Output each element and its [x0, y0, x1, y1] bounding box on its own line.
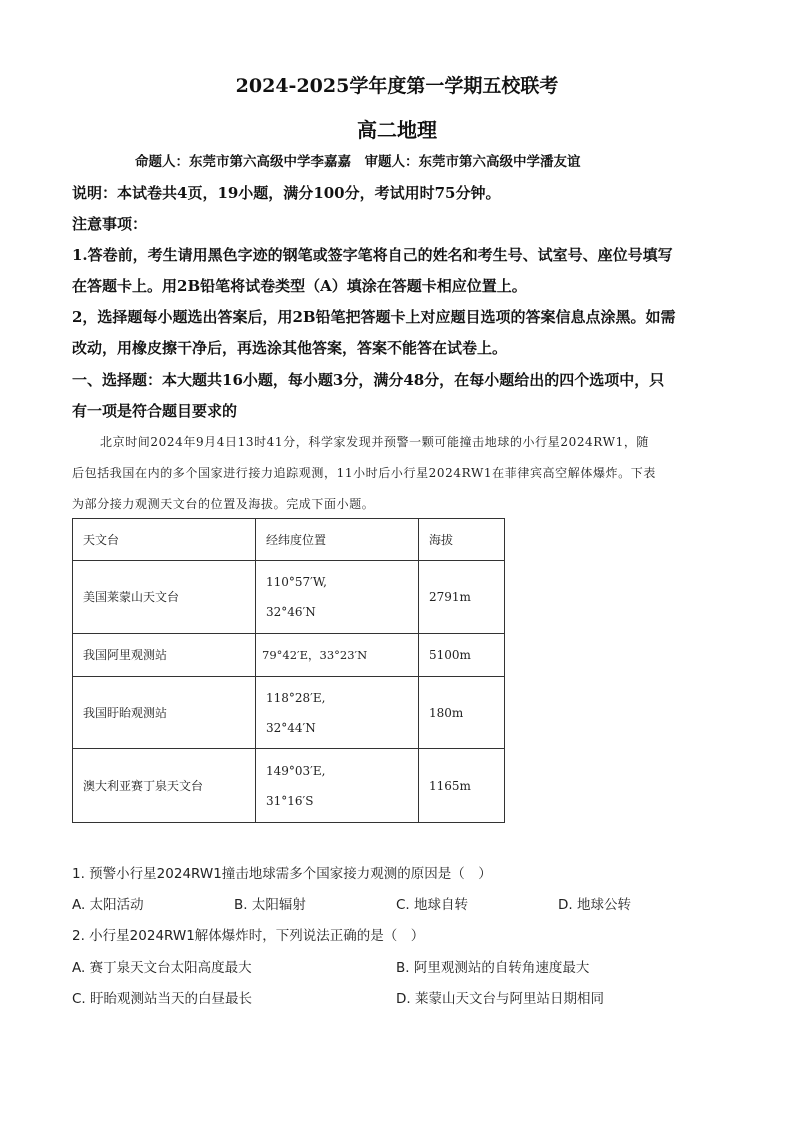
question-2-option-c[interactable]: C. 盱眙观测站当天的白昼最长: [72, 991, 253, 1007]
observatory-name: 美国莱蒙山天文台: [73, 561, 256, 634]
observatory-table: [72, 518, 505, 823]
section-heading-line-1: 一、选择题：本大题共16小题，每小题3分，满分48分，在每小题给出的四个选项中，只: [72, 371, 665, 389]
question-1-option-d[interactable]: D. 地球公转: [558, 897, 631, 913]
exam-authors: 命题人：东莞市第六高级中学李嘉嘉 审题人：东莞市第六高级中学潘友谊: [135, 154, 581, 170]
question-1-option-b[interactable]: B. 太阳辐射: [234, 897, 306, 913]
exam-title: 2024-2025学年度第一学期五校联考: [235, 75, 559, 97]
passage-line-1: 北京时间2024年9月4日13时41分，科学家发现并预警一颗可能撞击地球的小行星2024RW1，随: [100, 435, 650, 449]
observatory-altitude: 2791m: [419, 561, 505, 634]
position-line: 79°42′E，33°23′N: [262, 648, 368, 662]
position-line: 32°46′N: [266, 605, 316, 619]
notice-item-2-line-2: 改动，用橡皮擦干净后，再选涂其他答案，答案不能答在试卷上。: [72, 339, 508, 357]
observatory-position: [256, 677, 419, 749]
exam-description: 说明：本试卷共4页，19小题，满分100分，考试用时75分钟。: [72, 184, 501, 202]
question-1-option-a[interactable]: A. 太阳活动: [72, 897, 144, 913]
observatory-name: 我国阿里观测站: [73, 634, 256, 677]
position-line: 118°28′E,: [266, 690, 326, 705]
observatory-name: 澳大利亚赛丁泉天文台: [73, 749, 256, 823]
passage-line-2: 后包括我国在内的多个国家进行接力追踪观测，11小时后小行星2024RW1在菲律宾高空解体爆炸。下表: [72, 466, 656, 480]
section-heading-line-2: 有一项是符合题目要求的: [72, 402, 238, 420]
question-1-option-c[interactable]: C. 地球自转: [396, 897, 469, 913]
passage-line-3: 为部分接力观测天文台的位置及海拔。完成下面小题。: [72, 497, 375, 511]
observatory-altitude: 1165m: [419, 749, 505, 823]
table-row: [73, 749, 505, 823]
notice-item-2-line-1: 2，选择题每小题选出答案后，用2B铅笔把答题卡上对应题目选项的答案信息点涂黑。如需: [72, 308, 676, 326]
notice-item-1-line-2: 在答题卡上。用2B铅笔将试卷类型（A）填涂在答题卡相应位置上。: [72, 277, 527, 295]
observatory-position: [256, 749, 419, 823]
observatory-altitude: 5100m: [419, 634, 505, 677]
position-line: 110°57′W,: [266, 575, 327, 589]
exam-subject: 高二地理: [357, 118, 437, 142]
question-2-option-a[interactable]: A. 赛丁泉天文台太阳高度最大: [72, 960, 252, 976]
position-line: 149°03′E,: [266, 763, 326, 778]
observatory-name: 我国盱眙观测站: [73, 677, 256, 749]
question-2-option-b[interactable]: B. 阿里观测站的自转角速度最大: [396, 960, 590, 976]
table-row: [73, 677, 505, 749]
table-row: [73, 634, 505, 677]
observatory-altitude: 180m: [419, 677, 505, 749]
table-header-row: [73, 519, 505, 561]
position-line: 32°44′N: [266, 720, 316, 735]
question-2-stem: 2. 小行星2024RW1解体爆炸时，下列说法正确的是（ ）: [72, 928, 425, 944]
notice-item-1-line-1: 1.答卷前，考生请用黑色字迹的钢笔或签字笔将自己的姓名和考生号、试室号、座位号填写: [72, 246, 673, 264]
question-2-option-d[interactable]: D. 莱蒙山天文台与阿里站日期相同: [396, 991, 604, 1007]
header-cell: 天文台: [73, 519, 256, 561]
question-1-stem: 1. 预警小行星2024RW1撞击地球需多个国家接力观测的原因是（ ）: [72, 866, 492, 882]
table-row: [73, 561, 505, 634]
header-cell: 海拔: [419, 519, 505, 561]
observatory-position: [256, 561, 419, 634]
observatory-position: [256, 634, 419, 677]
position-line: 31°16′S: [266, 793, 314, 808]
notice-heading: 注意事项：: [72, 215, 148, 233]
header-cell: 经纬度位置: [256, 519, 419, 561]
